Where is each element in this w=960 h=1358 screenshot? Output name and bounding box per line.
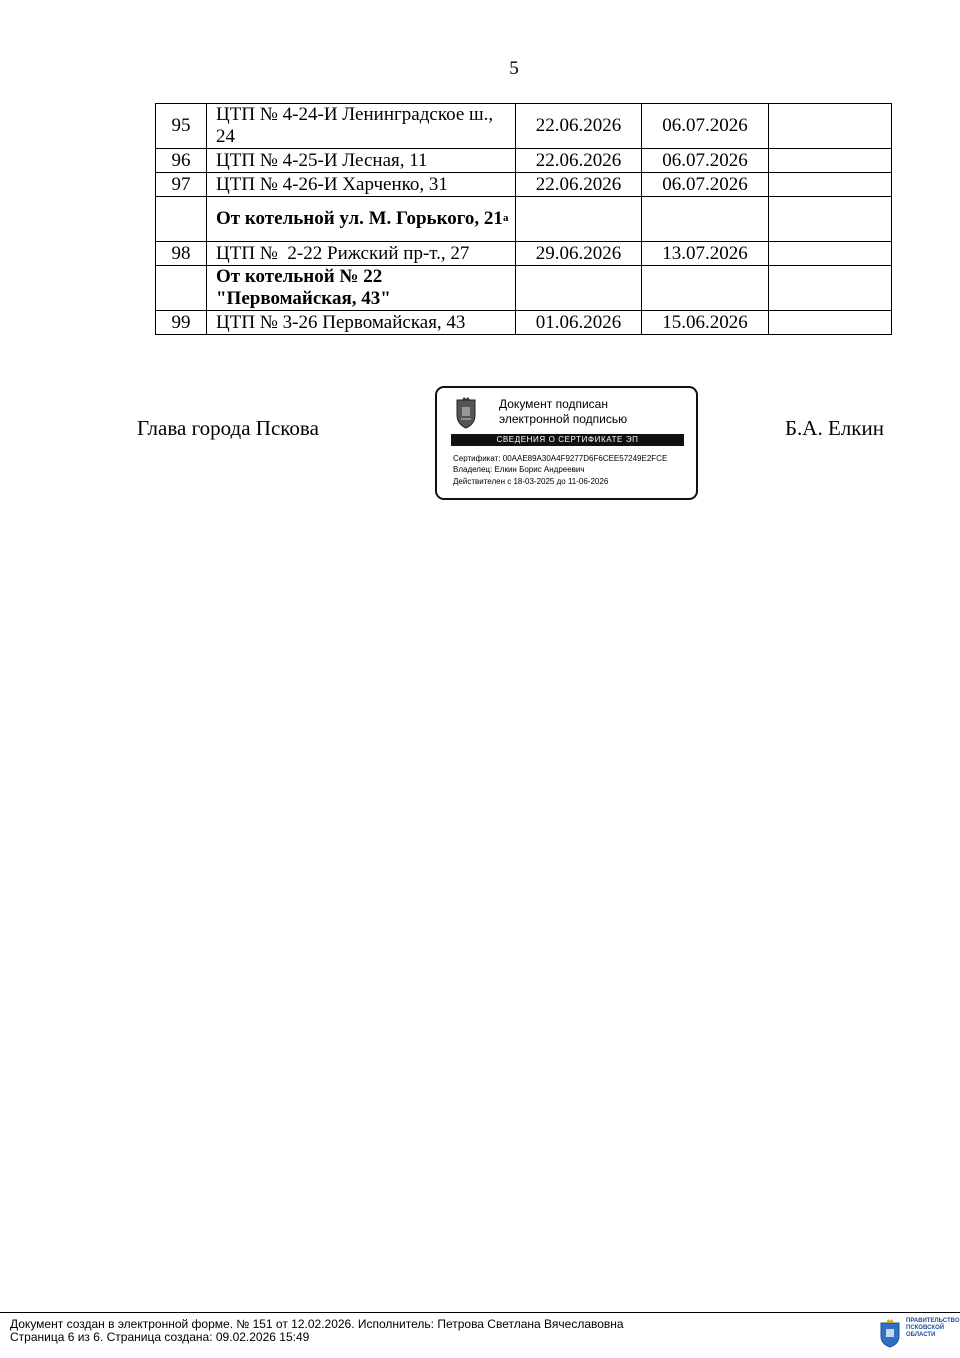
row-start-date: 22.06.2026	[516, 173, 642, 197]
government-logo-text: ПРАВИТЕЛЬСТВО ПСКОВСКОЙ ОБЛАСТИ	[906, 1318, 960, 1338]
schedule-table	[155, 103, 892, 335]
row-name: ЦТП № 4-24-И Ленинградское ш., 24	[207, 104, 516, 149]
stamp-title-line2: электронной подписью	[499, 412, 628, 426]
row-start-date: 01.06.2026	[516, 311, 642, 335]
row-start-date: 29.06.2026	[516, 242, 642, 266]
table-row	[156, 173, 892, 197]
group-heading: От котельной № 22 "Первомайская, 43"	[207, 266, 516, 311]
table-row	[156, 104, 892, 149]
stamp-validity: Действителен с 18-03-2025 до 11-06-2026	[453, 477, 609, 486]
row-end-date: 15.06.2026	[642, 311, 769, 335]
coat-of-arms-icon	[453, 397, 479, 429]
row-note	[769, 242, 892, 266]
group-heading: От котельной ул. М. Горького, $21^а$	[207, 197, 516, 242]
footer-divider	[0, 1312, 960, 1313]
row-name: ЦТП № 3-26 Первомайская, 43	[207, 311, 516, 335]
row-number: 96	[156, 149, 207, 173]
table-row	[156, 311, 892, 335]
signatory-position: Глава города Пскова	[137, 416, 319, 440]
row-name: ЦТП № 2-22 Рижский пр-т., 27	[207, 242, 516, 266]
footer-document-info: Документ создан в электронной форме. № 151 от 12.02.2026. Исполнитель: Петрова Светлана Вячеславовна	[10, 1317, 624, 1331]
row-note	[769, 104, 892, 149]
footer-page-info: Страница 6 из 6. Страница создана: 09.02.2026 15:49	[10, 1330, 310, 1344]
page-number: 5	[509, 58, 519, 79]
stamp-certificate-header: СВЕДЕНИЯ О СЕРТИФИКАТЕ ЭП	[451, 434, 684, 446]
electronic-signature-stamp	[435, 386, 698, 500]
row-start-date: 22.06.2026	[516, 104, 642, 149]
group-superscript: а	[502, 212, 509, 224]
table-group-row	[156, 266, 892, 311]
row-number: 97	[156, 173, 207, 197]
row-number: 99	[156, 311, 207, 335]
row-end-date: 06.07.2026	[642, 104, 769, 149]
row-note	[769, 149, 892, 173]
table-row	[156, 149, 892, 173]
row-name: ЦТП № 4-25-И Лесная, 11	[207, 149, 516, 173]
stamp-certificate: Сертификат: 00AAE89A30A4F9277D6F6CEE57249E2FCE	[453, 454, 668, 463]
row-end-date: 06.07.2026	[642, 149, 769, 173]
table-row	[156, 242, 892, 266]
row-name: ЦТП № 4-26-И Харченко, 31	[207, 173, 516, 197]
row-end-date: 13.07.2026	[642, 242, 769, 266]
row-number: 98	[156, 242, 207, 266]
stamp-title-line1: Документ подписан	[499, 397, 608, 411]
row-note	[769, 311, 892, 335]
signatory-name: Б.А. Елкин	[785, 416, 884, 440]
government-emblem-icon	[878, 1318, 902, 1348]
stamp-owner: Владелец: Елкин Борис Андреевич	[453, 465, 585, 474]
row-number: 95	[156, 104, 207, 149]
row-note	[769, 173, 892, 197]
table-group-row	[156, 197, 892, 242]
row-start-date: 22.06.2026	[516, 149, 642, 173]
row-end-date: 06.07.2026	[642, 173, 769, 197]
